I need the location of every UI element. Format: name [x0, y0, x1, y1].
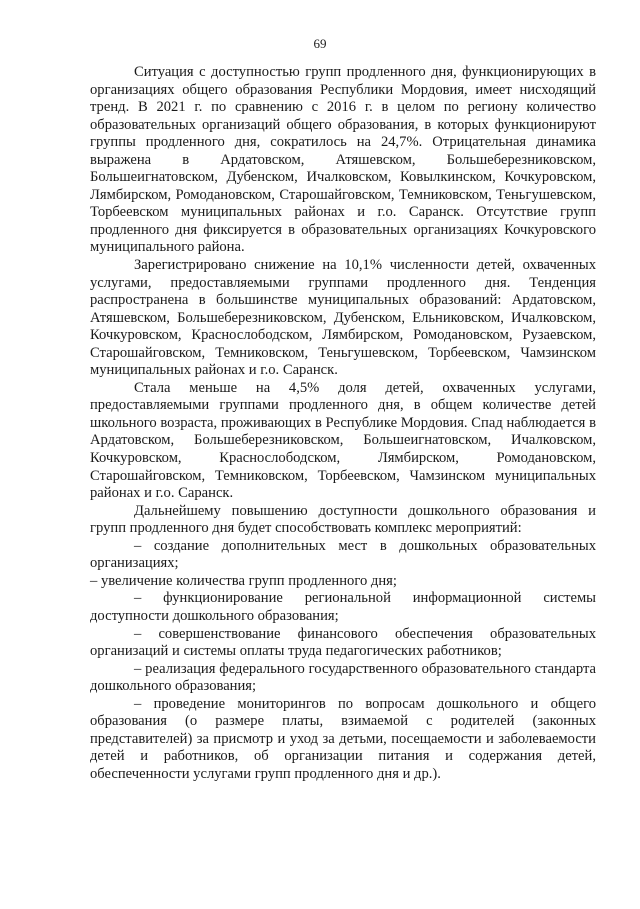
measure-item-information-system: – функционирование региональной информационной системы доступности дошкольного образования;: [90, 590, 596, 624]
paragraph-dynamics-groups: Ситуация с доступностью групп продленного дня, функционирующих в организациях общего образования Республики Мордовия, имеет нисходящий тренд. В 2021 г. по сравнению с 2016 г. в целом по региону количество образовательных организаций общего образования, в которых функционируют группы продленного дня, сократилось на 24,7%. Отрицательная динамика выражена в Ардатовском, Атяшевском, Большеберезниковском, Большеигнатовском, Дубенском, Ичалковском, Ковылкинском, Кочкуровском, Лямбирском, Ромодановском, Старошайговском, Темниковском, Теньгушевском, Торбеевском муниципальных районах и г.о. Саранск. Отсутствие групп продленного дня фиксируется в образовательных организациях Кочкуровского муниципального района.: [90, 64, 596, 256]
measure-item-more-groups: – увеличение количества групп продленного дня;: [90, 572, 397, 589]
page-number: 69: [313, 36, 327, 51]
measure-item-financing: – совершенствование финансового обеспечения образовательных организаций и системы оплаты труда педагогических работников;: [90, 625, 596, 660]
measure-item-additional-places: – создание дополнительных мест в дошкольных образовательных организациях;: [90, 537, 596, 572]
document-body: [90, 64, 596, 783]
measure-item-monitoring: – проведение мониторингов по вопросам дошкольного и общего образования (о размере платы, взимаемой с родителей (законных представителей) за присмотр и уход за детьми, посещаемости и заболеваемости детей и работников, об организации питания и содержания детей, обеспеченности услугами групп продленного дня и др.).: [90, 695, 596, 782]
measure-item-standard: – реализация федерального государственного образовательного стандарта дошкольного образования;: [90, 660, 596, 695]
paragraph-measures-intro: Дальнейшему повышению доступности дошкольного образования и групп продленного дня будет способствовать комплекс мероприятий:: [90, 502, 596, 537]
paragraph-children-coverage: Зарегистрировано снижение на 10,1% численности детей, охваченных услугами, предоставляемыми группами продленного дня. Тенденция распространена в большинстве муниципальных образований: Ардатовском, Атяшевском, Большеберезниковском, Дубенском, Ельниковском, Ичалковском, Кочкуровском, Краснослободском, Лямбирском, Ромодановском, Рузаевском, Старошайговском, Темниковском, Теньгушевском, Торбеевском, Чамзинском муниципальных районах и г.о. Саранск.: [90, 257, 596, 379]
paragraph-share-decrease: Стала меньше на 4,5% доля детей, охваченных услугами, предоставляемыми группами продленного дня, в общем количестве детей школьного возраста, проживающих в Республике Мордовия. Спад наблюдается в Ардатовском, Большеберезниковском, Большеигнатовском, Ичалковском, Кочкуровском, Краснослободском, Лямбирском, Ромодановском, Старошайговском, Темниковском, Торбеевском, Чамзинском муниципальных районах и г.о. Саранск.: [90, 379, 596, 502]
